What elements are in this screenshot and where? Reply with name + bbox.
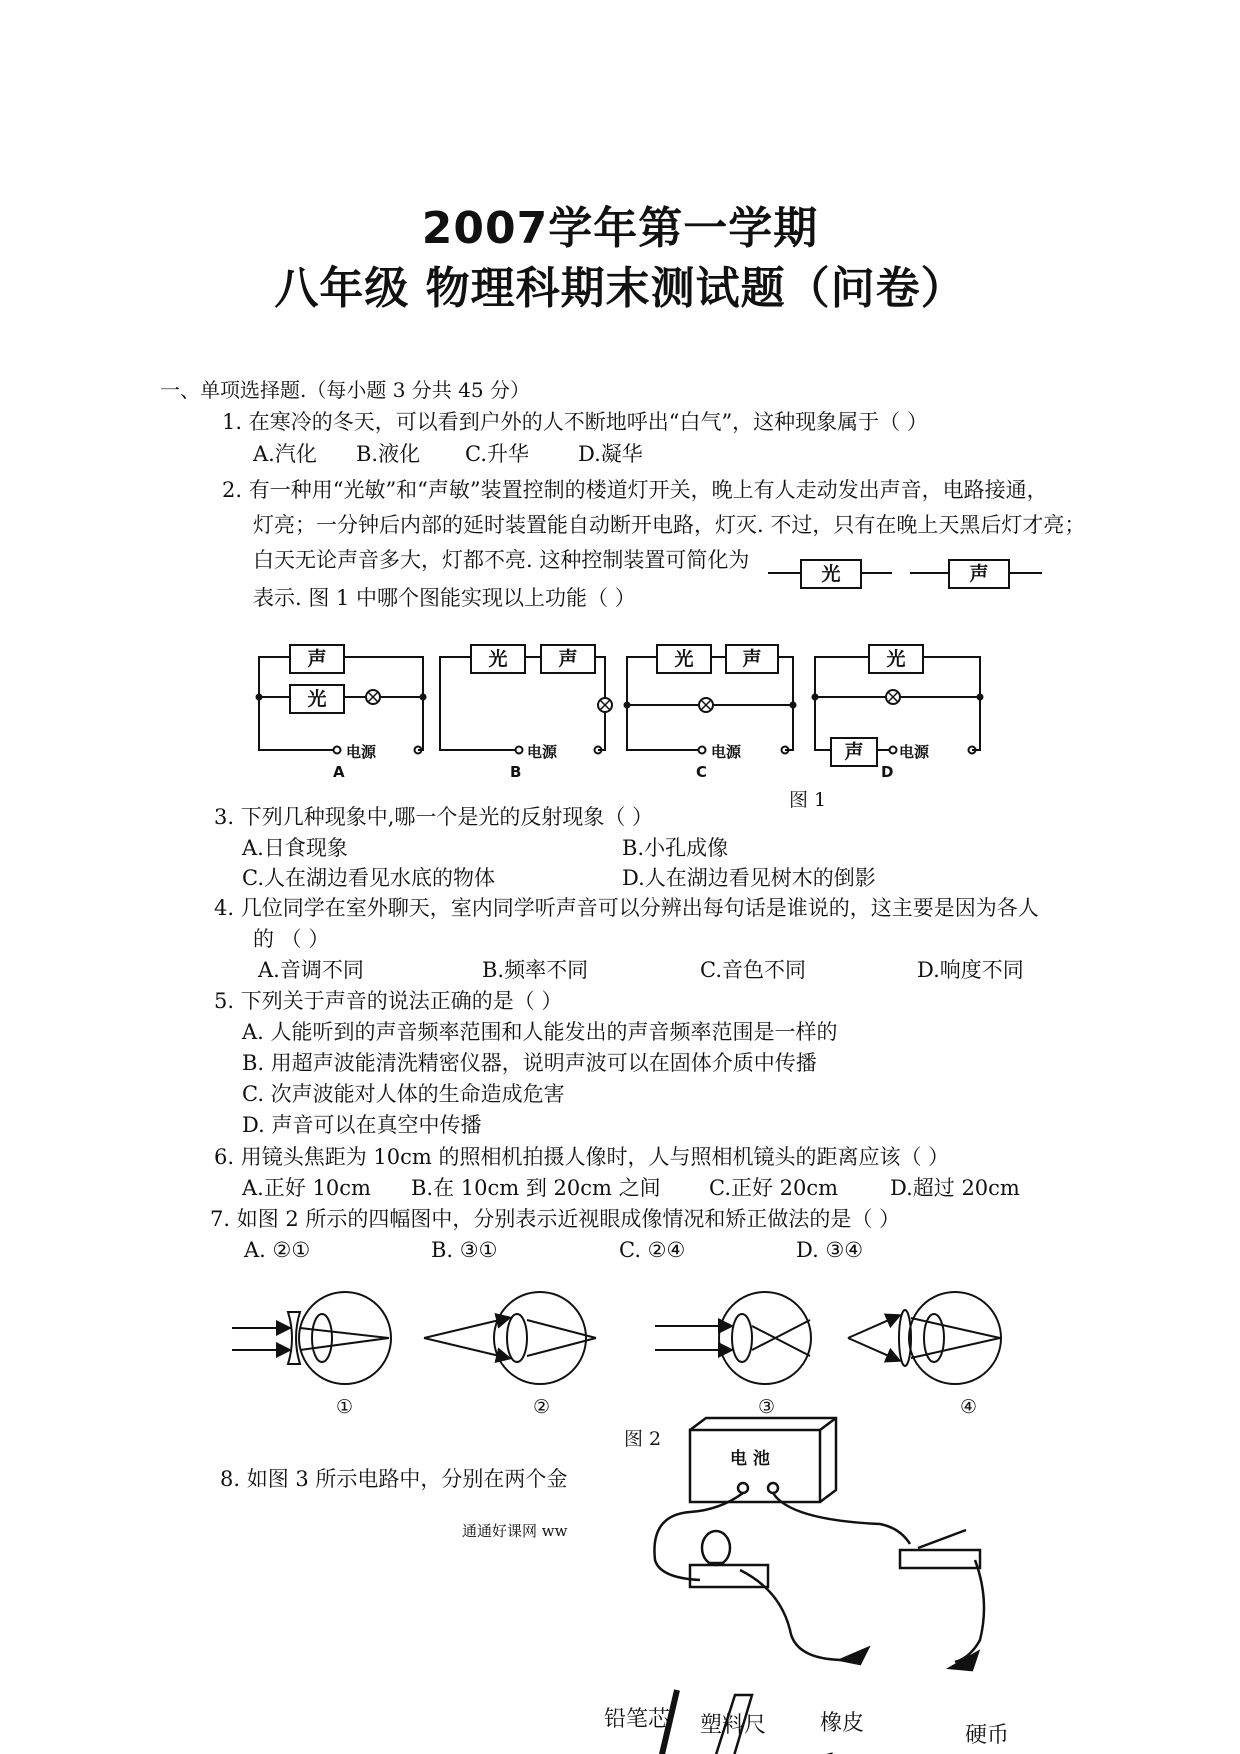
fig2-caption: 图 2 [624,1428,662,1450]
q4-option-a: A.音调不同 [258,958,364,982]
q7-option-c: C. ②④ [619,1238,686,1262]
q5-option-a: A. 人能听到的声音频率范围和人能发出的声音频率范围是一样的 [242,1020,838,1044]
fig1-d-light-label: 光 [886,648,906,670]
legend-sound-label: 声 [969,563,989,585]
q4-option-d: D.响度不同 [917,958,1024,982]
q4-option-c: C.音色不同 [700,958,806,982]
section-heading: 一、单项选择题.（每小题 3 分共 45 分） [160,378,530,402]
q3-option-a: A.日食现象 [242,836,348,860]
fig1-c-sound-label: 声 [742,648,762,670]
q8-stem: 8. 如图 3 所示电路中，分别在两个金 [220,1467,568,1491]
q7-option-b: B. ③① [431,1238,498,1262]
q1-option-d: D.凝华 [578,442,643,466]
fig1-c-power-label: 电源 [711,743,742,761]
q5-option-d: D. 声音可以在真空中传播 [242,1113,482,1137]
fig1-caption: 图 1 [789,789,827,811]
q7-option-d: D. ③④ [796,1238,864,1262]
q2-line-2: 灯亮；一分钟后内部的延时装置能自动断开电路，灯灭. 不过，只有在晚上天黑后灯才亮； [253,513,1086,537]
q4-line-2: 的 （ ） [253,927,330,951]
fig3-item-coin: 硬币 [965,1723,1010,1748]
fig1-a-power-label: 电源 [346,743,377,761]
fig1-c-light-label: 光 [674,648,694,670]
fig1-d-sound-label: 声 [844,741,864,763]
fig2-label-2: ② [533,1396,551,1418]
q7-stem: 7. 如图 2 所示的四幅图中，分别表示近视眼成像情况和矫正做法的是（ ） [210,1207,901,1231]
q1-option-a: A.汽化 [253,442,317,466]
q4-option-b: B.频率不同 [482,958,589,982]
fig1-label-b: B [510,763,522,781]
fig1-b-light-label: 光 [488,648,508,670]
legend-light-label: 光 [821,563,841,585]
q1-option-b: B.液化 [356,442,421,466]
q6-stem: 6. 用镜头焦距为 10cm 的照相机拍摄人像时，人与照相机镜头的距离应该（ ） [214,1145,950,1169]
fig1-a-sound-label: 声 [307,648,327,670]
q4-line-1: 4. 几位同学在室外聊天，室内同学听声音可以分辨出每句话是谁说的，这主要是因为各人 [214,896,1039,920]
fig1-a-light-label: 光 [307,688,327,710]
title-line-1: 2007学年第一学期 [421,203,819,254]
q5-option-c: C. 次声波能对人体的生命造成危害 [242,1082,565,1106]
q5-option-b: B. 用超声波能清洗精密仪器，说明声波可以在固体介质中传播 [242,1051,817,1075]
fig3-battery-label: 电 池 [730,1449,770,1469]
fig2-label-1: ① [336,1396,354,1418]
q3-option-c: C.人在湖边看见水底的物体 [242,866,495,890]
q6-option-d: D.超过 20cm [890,1176,1020,1200]
fig1-b-sound-label: 声 [558,648,578,670]
fig3-item-eraser: 橡皮 [820,1711,865,1736]
fig3-item-pencil: 铅笔芯 [604,1707,671,1732]
fig2-label-4: ④ [960,1396,978,1418]
q2-line-4: 表示. 图 1 中哪个图能实现以上功能（ ） [253,586,636,610]
footer-watermark: 通通好课网 ww [462,1522,568,1540]
q1-stem: 1. 在寒冷的冬天，可以看到户外的人不断地呼出“白气”，这种现象属于（ ） [222,410,928,434]
q6-option-c: C.正好 20cm [709,1176,839,1200]
fig3-item-ruler: 塑料尺 [700,1713,767,1738]
q5-stem: 5. 下列关于声音的说法正确的是（ ） [214,989,563,1013]
fig1-label-c: C [696,763,708,781]
fig1-b-power-label: 电源 [527,743,558,761]
fig1-label-a: A [333,763,345,781]
fig1-label-d: D [881,763,894,781]
q7-option-a: A. ②① [244,1238,311,1262]
q6-option-a: A.正好 10cm [242,1176,371,1200]
q2-line-3: 白天无论声音多大，灯都不亮. 这种控制装置可简化为 [253,548,750,572]
title-line-2: 八年级 物理科期末测试题（问卷） [274,263,966,314]
q1-option-c: C.升华 [465,442,529,466]
q2-line-1: 2. 有一种用“光敏”和“声敏”装置控制的楼道灯开关，晚上有人走动发出声音，电路接通， [222,478,1048,502]
q3-stem: 3. 下列几种现象中,哪一个是光的反射现象（ ） [214,805,654,829]
q3-option-b: B.小孔成像 [622,836,729,860]
fig1-d-power-label: 电源 [899,743,930,761]
q3-option-d: D.人在湖边看见树木的倒影 [622,866,876,890]
q6-option-b: B.在 10cm 到 20cm 之间 [411,1176,661,1200]
fig2-label-3: ③ [758,1396,776,1418]
